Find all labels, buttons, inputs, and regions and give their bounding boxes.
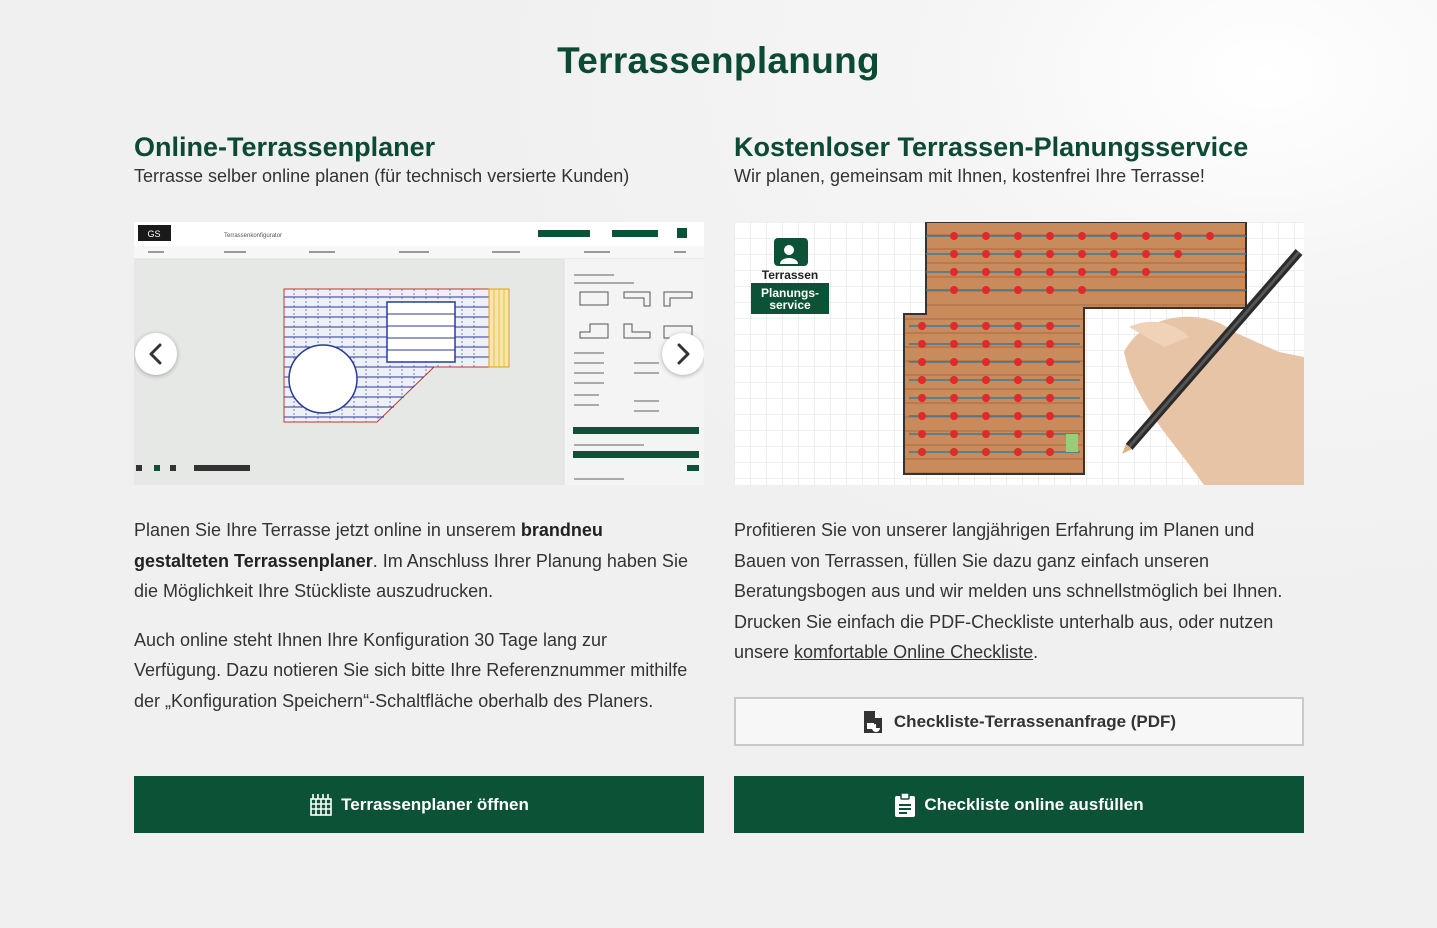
slider-prev-button[interactable] — [135, 333, 177, 375]
service-subtitle: Wir planen, gemeinsam mit Ihnen, kostenfrei Ihre Terrasse! — [734, 166, 1205, 186]
pdf-checklist-button[interactable] — [734, 697, 1304, 746]
app-title-text: Terrassenkonfigurator — [224, 233, 283, 239]
pdf-checklist-button-label: Checkliste-Terrassenanfrage (PDF) — [893, 711, 1177, 731]
open-planner-button-label: Terrassenplaner öffnen — [341, 794, 529, 814]
service-paragraph-1: Profitieren Sie von unserer langjährigen Erfahrung im Planen und Bauen von Terrassen, füllen Sie dazu ganz einfach unseren Beratungsbogen aus und wir melden uns schnellstmöglich bei Ihnen. Drucken Sie einfach die PDF-Checkliste unterhalb aus, oder nutzen unsere komfortable Online Checkliste. — [734, 520, 1283, 662]
badge-line-2: Planungs- — [760, 286, 820, 300]
page-title: Terrassenplanung — [557, 40, 880, 81]
chevron-right-icon — [675, 343, 691, 365]
online-checklist-button-label: Checkliste online ausfüllen — [924, 794, 1144, 814]
planner-subtitle: Terrasse selber online planen (für technisch versierte Kunden) — [134, 166, 630, 186]
service-description — [734, 515, 1294, 686]
planner-description — [134, 515, 694, 734]
planner-title: Online-Terrassenplaner — [134, 132, 436, 162]
service-title: Kostenloser Terrassen-Planungsservice — [734, 132, 1249, 162]
chevron-left-icon — [148, 343, 164, 365]
badge-line-1: Terrassen — [761, 268, 819, 282]
online-checklist-link[interactable]: komfortable Online Checkliste — [794, 642, 1034, 662]
service-image — [734, 222, 1304, 485]
planner-image-slider[interactable] — [134, 222, 704, 485]
service-section — [734, 128, 1304, 814]
service-illustration — [734, 222, 1304, 485]
planner-paragraph-2: Auch online steht Ihnen Ihre Konfiguration 30 Tage lang zur Verfügung. Dazu notieren Sie sich bitte Ihre Referenznummer mithilfe der „Konfiguration Speichern“-Schaltfläche oberhalb des Planers. — [134, 629, 688, 711]
clipboard-icon — [894, 792, 916, 818]
open-planner-button[interactable] — [134, 776, 704, 833]
planner-screenshot — [134, 222, 704, 485]
deck-planner-icon — [309, 793, 333, 817]
planner-paragraph-1: Planen Sie Ihre Terrasse jetzt online in unserem brandneu gestalteten Terrassenplaner. Im Anschluss Ihrer Planung haben Sie die Möglichkeit Ihre Stückliste auszudrucken. — [134, 520, 688, 601]
pdf-file-icon — [862, 710, 884, 734]
slider-next-button[interactable] — [662, 333, 704, 375]
logo-text: GS — [147, 229, 161, 239]
badge-line-3: service — [769, 298, 811, 312]
planner-section — [134, 128, 704, 814]
online-checklist-button[interactable] — [734, 776, 1304, 833]
